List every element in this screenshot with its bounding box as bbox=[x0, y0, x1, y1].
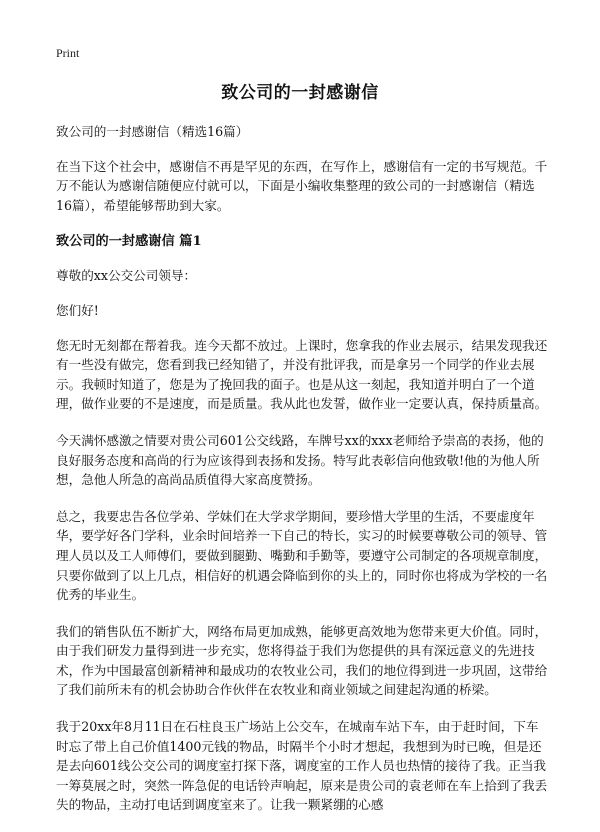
print-link[interactable]: Print bbox=[56, 46, 80, 60]
intro-paragraph: 在当下这个社会中，感谢信不再是罕见的东西，在写作上，感谢信有一定的书写规范。千万不能认为感谢信随便应付就可以，下面是小编收集整理的致公司的一封感谢信（精选16篇），希望能够帮助到大家。 bbox=[56, 158, 548, 213]
greeting: 您们好! bbox=[56, 302, 99, 318]
body-paragraph: 我们的销售队伍不断扩大，网络布局更加成熟，能够更高效地为您带来更大价值。同时，由于我们研发力量得到进一步充实，您将得益于我们为您提供的具有深远意义的先进技术，作为中国最富创新精神和最成功的农牧业公司，我们的地位得到进一步巩固，这带给了我们前所未有的机会协助合作伙伴在农牧业和商业领域之间建起沟通的桥梁。 bbox=[56, 623, 548, 698]
body-paragraph: 总之，我要忠告各位学弟、学妹们在大学求学期间，要珍惜大学里的生活，不要虚度年华，要学好各门学科，业余时间培养一下自己的特长，实习的时候要尊敬公司的领导、管理人员以及工人师傅们，要做到腿勤、嘴勤和手勤等，要遵守公司制定的各项规章制度，只要你做到了以上几点，相信好的机遇会降临到你的头上的，同时你也将成为学校的一名优秀的毕业生。 bbox=[56, 508, 548, 603]
article-subtitle: 致公司的一封感谢信（精选16篇） bbox=[56, 124, 249, 139]
body-paragraph: 今天满怀感激之情要对贵公司601公交线路，车牌号xx的xxx老师给予崇高的表扬，他的良好服务态度和高尚的行为应该得到表扬和发扬。特写此表彰信向他致敬!他的为他人所想，急他人所急的高尚品质值得大家高度赞扬。 bbox=[56, 432, 544, 488]
document-title: 致公司的一封感谢信 bbox=[221, 83, 379, 103]
body-paragraph: 我于20xx年8月11日在石柱良玉广场站上公交车，在城南车站下车，由于赶时间，下车时忘了带上自己价值1400元钱的物品，时隔半个小时才想起，我想到为时已晚，但是还是去向601线公交公司的调度室打探下落，调度室的工作人员也热情的接待了我。正当我一筹莫展之时，突然一阵急促的电话铃声响起，原来是贵公司的袁老师在车上拾到了我丢失的物品，主动打电话到调度室来了。让我一颗紧绷的心感 bbox=[56, 719, 548, 813]
salutation: 尊敬的xx公交公司领导： bbox=[56, 268, 197, 284]
section-heading: 致公司的一封感谢信 篇1 bbox=[56, 234, 202, 250]
article-body bbox=[56, 122, 548, 832]
body-paragraph: 您无时无刻都在帮着我。连今天都不放过。上课时，您拿我的作业去展示，结果发现我还有一些没有做完，您看到我已经知错了，并没有批评我，而是拿另一个同学的作业去展示。我顿时知道了，您是为了挽回我的面子。也是从这一刻起，我知道并明白了一个道理，做作业要的不是速度，而是质量。我从此也发誓，做作业一定要认真，保持质量高。 bbox=[56, 337, 548, 412]
